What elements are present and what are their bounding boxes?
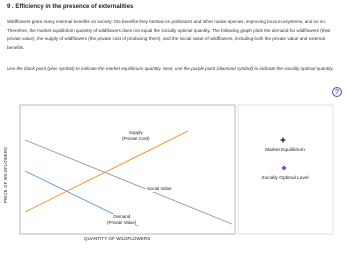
supply-curve-label: Supply (Private Cost) xyxy=(122,130,150,141)
supply-curve xyxy=(25,131,188,212)
diamond-icon[interactable] xyxy=(281,165,286,170)
x-axis-label: QUANTITY OF WILDFLOWERS xyxy=(84,236,151,241)
instructions-text: Use the black point (plus symbol) to indicate the market equilibrium quantity. Next, use the purple point (diamond symbol) to indicate the socially optimal quantity. xyxy=(7,66,334,71)
legend-socially-optimal-label: Socially Optimal Level xyxy=(261,176,309,181)
page-title: 9 . Efficiency in the presence of externalities xyxy=(7,4,134,10)
plus-icon[interactable] xyxy=(281,138,286,143)
legend-market-equilibrium-label: Market Equilibrium xyxy=(265,148,305,153)
problem-paragraph: Wildflowers grant many external benefits on society: the benefits they bestow on pollinators and other native species, improving local ecosystems, and so on. Therefore, the market equilibrium quantity of wildflowers does not equal the socially optimal quantity. The following graph plots the demand for wildflowers (their private value), the supply of wildflowers (the private cost of producing them), and the social value of wildflowers, including both the private value and external benefits. xyxy=(7,19,331,50)
y-axis-label: PRICE OF WILDFLOWERS xyxy=(3,146,8,203)
social-value-label: Social Value xyxy=(147,186,172,191)
social-value-curve xyxy=(25,140,232,224)
help-button[interactable]: ? xyxy=(332,87,342,97)
demand-curve-label: Demand (Private Value) xyxy=(107,214,137,225)
legend-panel xyxy=(238,105,333,234)
